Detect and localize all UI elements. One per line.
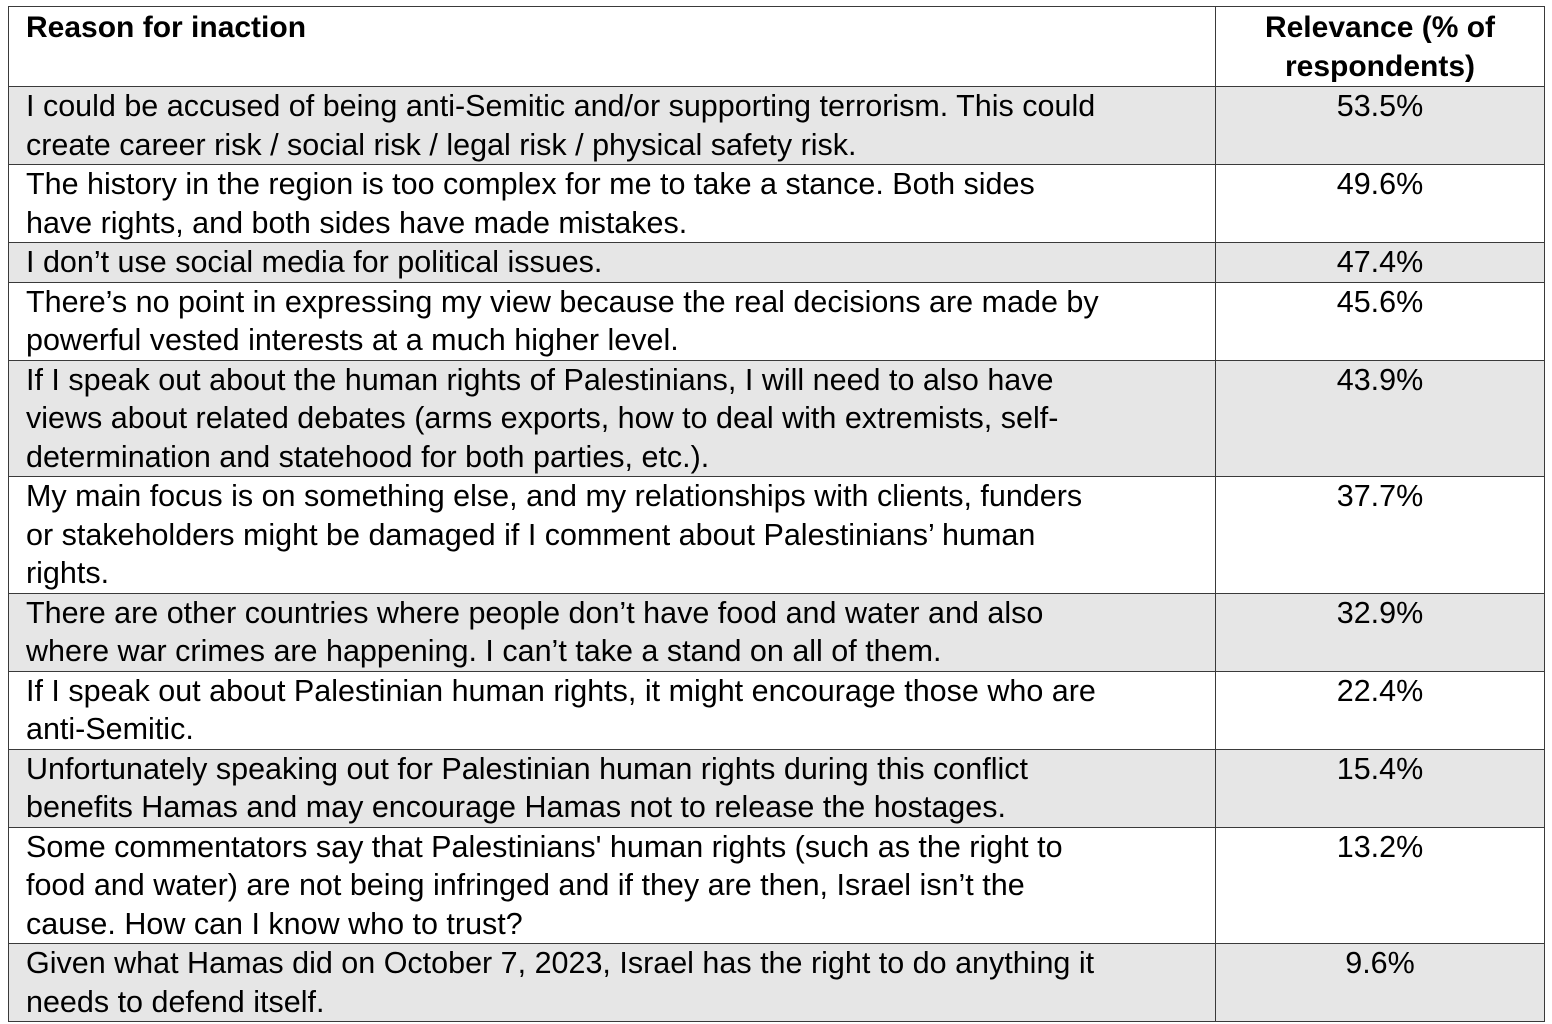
table-row [9,671,1545,749]
relevance-cell: 43.9% [1216,360,1545,477]
relevance-cell: 47.4% [1216,243,1545,283]
relevance-cell: 9.6% [1216,944,1545,1022]
table-row [9,165,1545,243]
table-row [9,477,1545,594]
reason-cell: There’s no point in expressing my view because the real decisions are made by powerful vested interests at a much higher level. [9,282,1216,360]
relevance-cell: 53.5% [1216,87,1545,165]
reason-cell: I could be accused of being anti-Semitic and/or supporting terrorism. This could create career risk / social risk / legal risk / physical safety risk. [9,87,1216,165]
reasons-table [8,6,1545,1022]
relevance-cell: 32.9% [1216,593,1545,671]
reason-cell: My main focus is on something else, and my relationships with clients, funders or stakeholders might be damaged if I comment about Palestinians’ human rights. [9,477,1216,594]
table-row [9,827,1545,944]
relevance-cell: 49.6% [1216,165,1545,243]
reason-cell: Unfortunately speaking out for Palestinian human rights during this conflict benefits Hamas and may encourage Hamas not to release the hostages. [9,749,1216,827]
relevance-cell: 37.7% [1216,477,1545,594]
relevance-cell: 13.2% [1216,827,1545,944]
header-relevance: Relevance (% of respondents) [1216,7,1545,87]
table-row [9,593,1545,671]
reason-cell: I don’t use social media for political issues. [9,243,1216,283]
header-row [9,7,1545,87]
relevance-cell: 45.6% [1216,282,1545,360]
table-row [9,944,1545,1022]
reason-cell: Some commentators say that Palestinians' human rights (such as the right to food and water) are not being infringed and if they are then, Israel isn’t the cause. How can I know who to trust? [9,827,1216,944]
table-row [9,360,1545,477]
reasons-table-container [8,6,1544,1022]
table-row [9,87,1545,165]
table-row [9,282,1545,360]
reason-cell: If I speak out about Palestinian human rights, it might encourage those who are anti-Semitic. [9,671,1216,749]
relevance-cell: 22.4% [1216,671,1545,749]
reason-cell: There are other countries where people don’t have food and water and also where war crimes are happening. I can’t take a stand on all of them. [9,593,1216,671]
relevance-cell: 15.4% [1216,749,1545,827]
header-reason: Reason for inaction [9,7,1216,87]
table-row [9,243,1545,283]
table-row [9,749,1545,827]
reason-cell: Given what Hamas did on October 7, 2023, Israel has the right to do anything it needs to defend itself. [9,944,1216,1022]
reason-cell: The history in the region is too complex for me to take a stance. Both sides have rights, and both sides have made mistakes. [9,165,1216,243]
reason-cell: If I speak out about the human rights of Palestinians, I will need to also have views about related debates (arms exports, how to deal with extremists, self- determination and statehood for both parties, etc.). [9,360,1216,477]
